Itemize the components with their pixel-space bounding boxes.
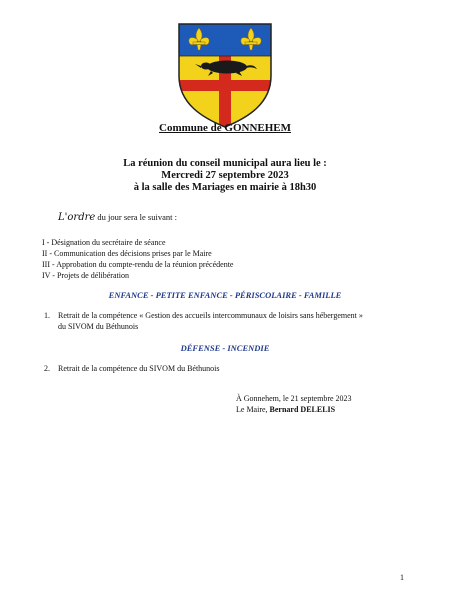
deliberation-item bbox=[44, 363, 424, 375]
item-text bbox=[58, 310, 363, 332]
agenda-item: II - Communication des décisions prises par le Maire bbox=[42, 249, 212, 258]
agenda-intro-lead: L'ordre bbox=[58, 212, 96, 223]
agenda-intro bbox=[58, 212, 177, 223]
agenda-item: I - Désignation du secrétaire de séance bbox=[42, 238, 166, 247]
meeting-location: à la salle des Mariages en mairie à 18h30 bbox=[133, 182, 317, 193]
item-number: 2. bbox=[44, 364, 50, 373]
agenda-intro-rest: du jour sera le suivant : bbox=[95, 212, 177, 222]
section-heading-enfance: ENFANCE - PETITE ENFANCE - PÉRISCOLAIRE - FAMILLE bbox=[108, 290, 342, 300]
item-text: Retrait de la compétence du SIVOM du Béthunois bbox=[58, 364, 220, 373]
item-number: 1. bbox=[44, 311, 50, 320]
commune-title: Commune de GONNEHEM bbox=[159, 122, 291, 134]
announcement-line: La réunion du conseil municipal aura lieu le : bbox=[123, 158, 327, 169]
agenda-item: III - Approbation du compte-rendu de la réunion précédente bbox=[42, 260, 234, 269]
mayor-name: Bernard DELELIS bbox=[269, 405, 336, 414]
section-heading-defense: DÉFENSE - INCENDIE bbox=[180, 343, 270, 353]
place-date: À Gonnehem, le 21 septembre 2023 bbox=[236, 394, 352, 403]
mayor-prefix: Le Maire, bbox=[236, 405, 270, 414]
agenda-item: IV - Projets de délibération bbox=[42, 271, 129, 280]
meeting-date: Mercredi 27 septembre 2023 bbox=[161, 170, 289, 181]
page-number: 1 bbox=[400, 573, 404, 582]
deliberation-item bbox=[44, 310, 424, 334]
signature-block bbox=[236, 393, 352, 415]
item-text-line: du SIVOM du Béthunois bbox=[58, 322, 139, 331]
meeting-announcement bbox=[0, 158, 450, 194]
agenda-list bbox=[42, 237, 233, 281]
coat-of-arms-icon bbox=[175, 20, 275, 130]
item-text-line: Retrait de la compétence « Gestion des accueils intercommunaux de loisirs sans hébergement » bbox=[58, 311, 363, 320]
crest-cross-horizontal bbox=[175, 80, 275, 91]
mayor-line bbox=[236, 404, 352, 415]
